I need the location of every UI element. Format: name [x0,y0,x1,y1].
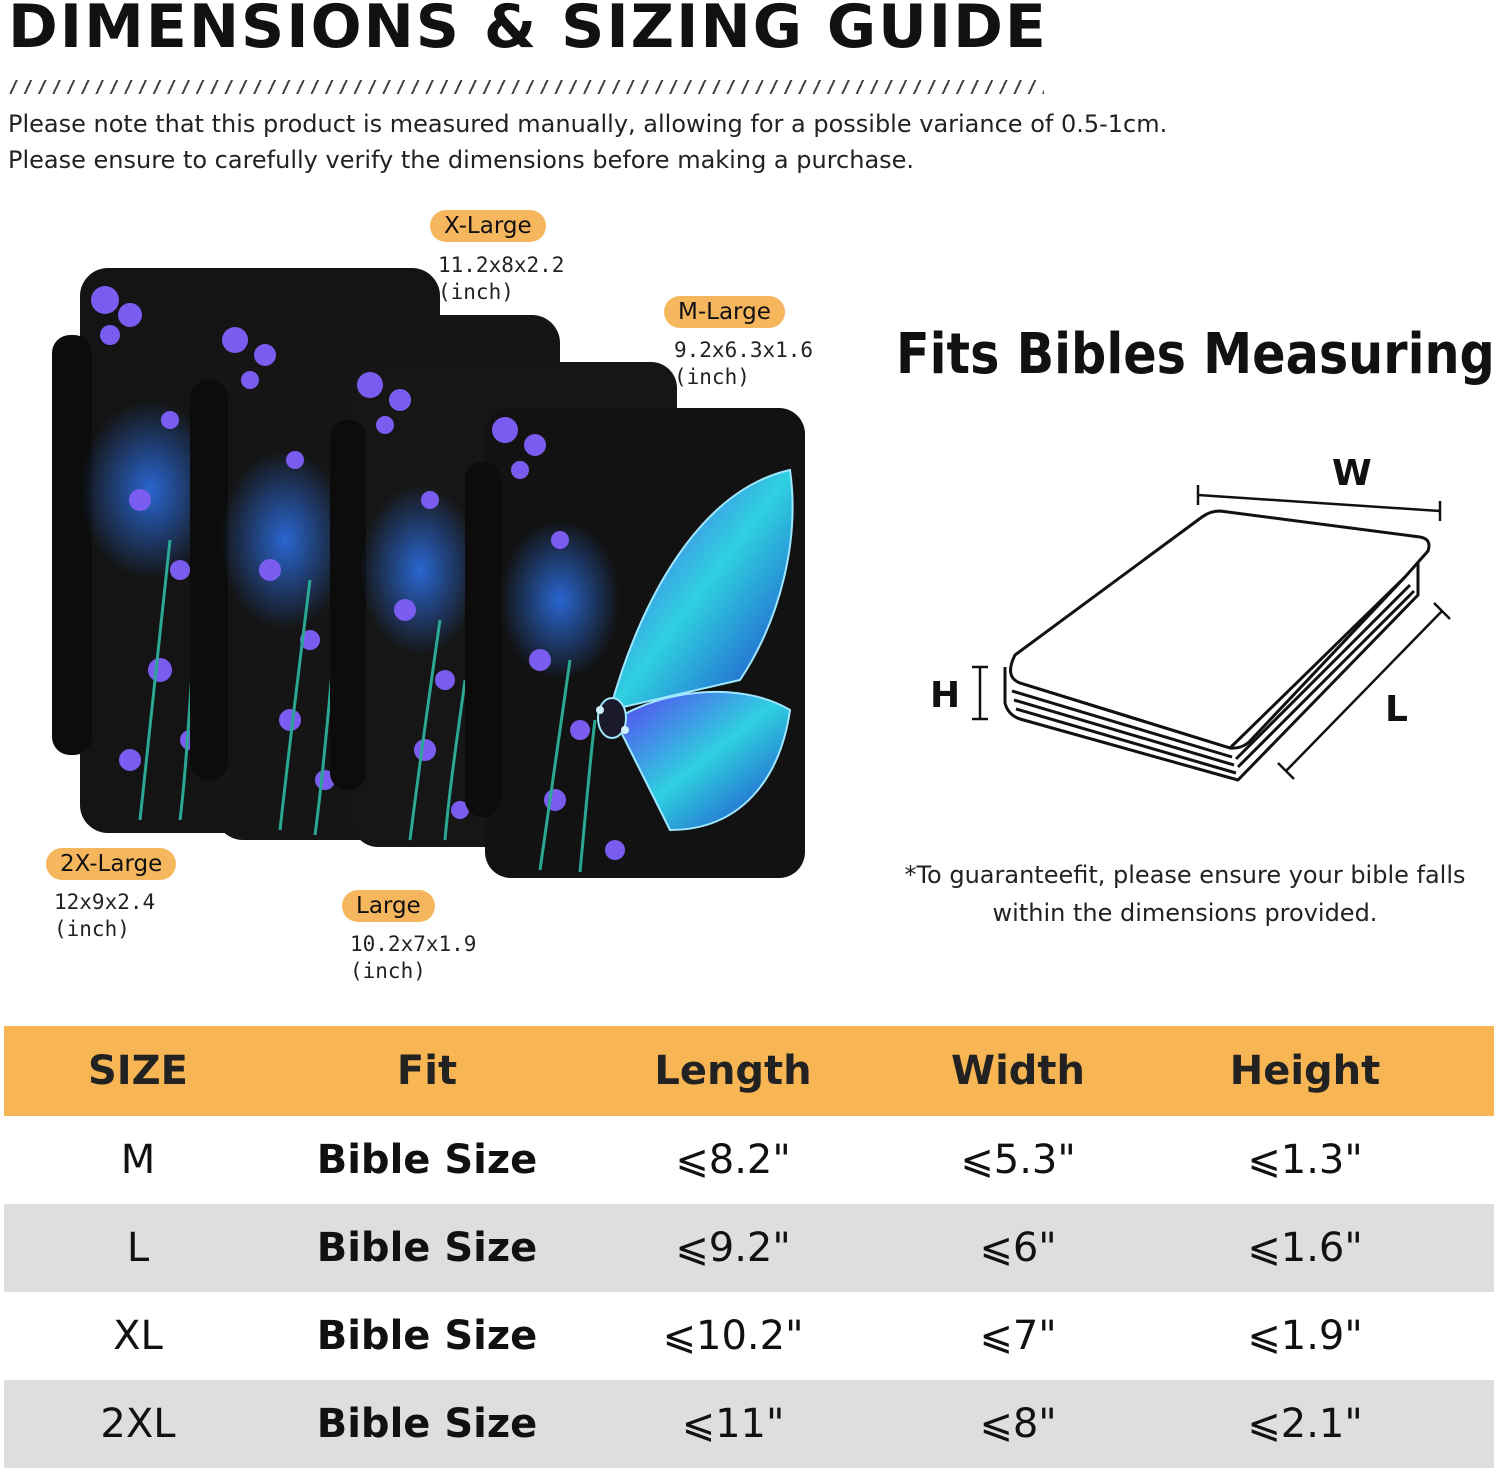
size-pill-2x-large: 2X-Large [46,848,176,880]
fit-note-line2: within the dimensions provided. [992,899,1378,927]
h-label: H [930,675,961,716]
cell-size: 2XL [100,1401,176,1447]
header-height: Height [1229,1048,1381,1094]
cell-size: XL [113,1313,163,1359]
cell-length: ⩽11" [681,1401,785,1447]
size-dims-2x-large: 12x9x2.4 [54,890,156,914]
l-label: L [1385,689,1408,730]
cell-fit: Bible Size [316,1313,538,1359]
size-pill-large: Large [342,890,435,922]
cell-height: ⩽1.3" [1247,1137,1363,1183]
cell-size: M [120,1137,156,1183]
size-unit-m-large: (inch) [674,365,750,389]
header-fit: Fit [396,1048,458,1094]
table-row [4,1292,1494,1380]
hatch-divider [8,80,1044,94]
cell-length: ⩽8.2" [675,1137,791,1183]
header-size: SIZE [87,1048,189,1094]
header-length: Length [654,1048,812,1094]
cell-height: ⩽1.9" [1247,1313,1363,1359]
size-dims-large: 10.2x7x1.9 [350,932,477,956]
cell-width: ⩽7" [979,1313,1057,1359]
cell-width: ⩽8" [979,1401,1057,1447]
table-row [4,1380,1494,1468]
cell-fit: Bible Size [316,1137,538,1183]
size-unit-x-large: (inch) [438,280,514,304]
cell-size: L [126,1225,150,1271]
cell-fit: Bible Size [316,1225,538,1271]
size-dims-x-large: 11.2x8x2.2 [438,253,565,277]
cell-height: ⩽1.6" [1247,1225,1363,1271]
size-dims-m-large: 9.2x6.3x1.6 [674,338,814,362]
page-title: DIMENSIONS & SIZING GUIDE [8,0,1048,62]
w-label: W [1332,453,1372,494]
fit-note-line1: *To guaranteefit, please ensure your bible falls [904,861,1466,889]
size-pill-m-large: M-Large [664,296,785,328]
cell-height: ⩽2.1" [1247,1401,1363,1447]
cell-width: ⩽5.3" [960,1137,1076,1183]
size-table [4,1026,1494,1468]
fits-title: Fits Bibles Measuring [896,322,1495,387]
cell-length: ⩽10.2" [662,1313,804,1359]
verify-note: Please ensure to carefully verify the dimensions before making a purchase. [8,146,915,174]
size-unit-2x-large: (inch) [54,917,130,941]
table-row [4,1116,1494,1204]
size-unit-large: (inch) [350,959,426,983]
size-pill-x-large: X-Large [430,210,546,242]
header-width: Width [950,1048,1086,1094]
table-row [4,1204,1494,1292]
book-dimension-diagram [920,445,1480,785]
cell-fit: Bible Size [316,1401,538,1447]
variance-note: Please note that this product is measured manually, allowing for a possible variance of 0.5-1cm. [8,110,1168,138]
table-header-row [4,1026,1494,1116]
cell-length: ⩽9.2" [675,1225,791,1271]
cell-width: ⩽6" [979,1225,1057,1271]
cover-large [465,408,805,878]
